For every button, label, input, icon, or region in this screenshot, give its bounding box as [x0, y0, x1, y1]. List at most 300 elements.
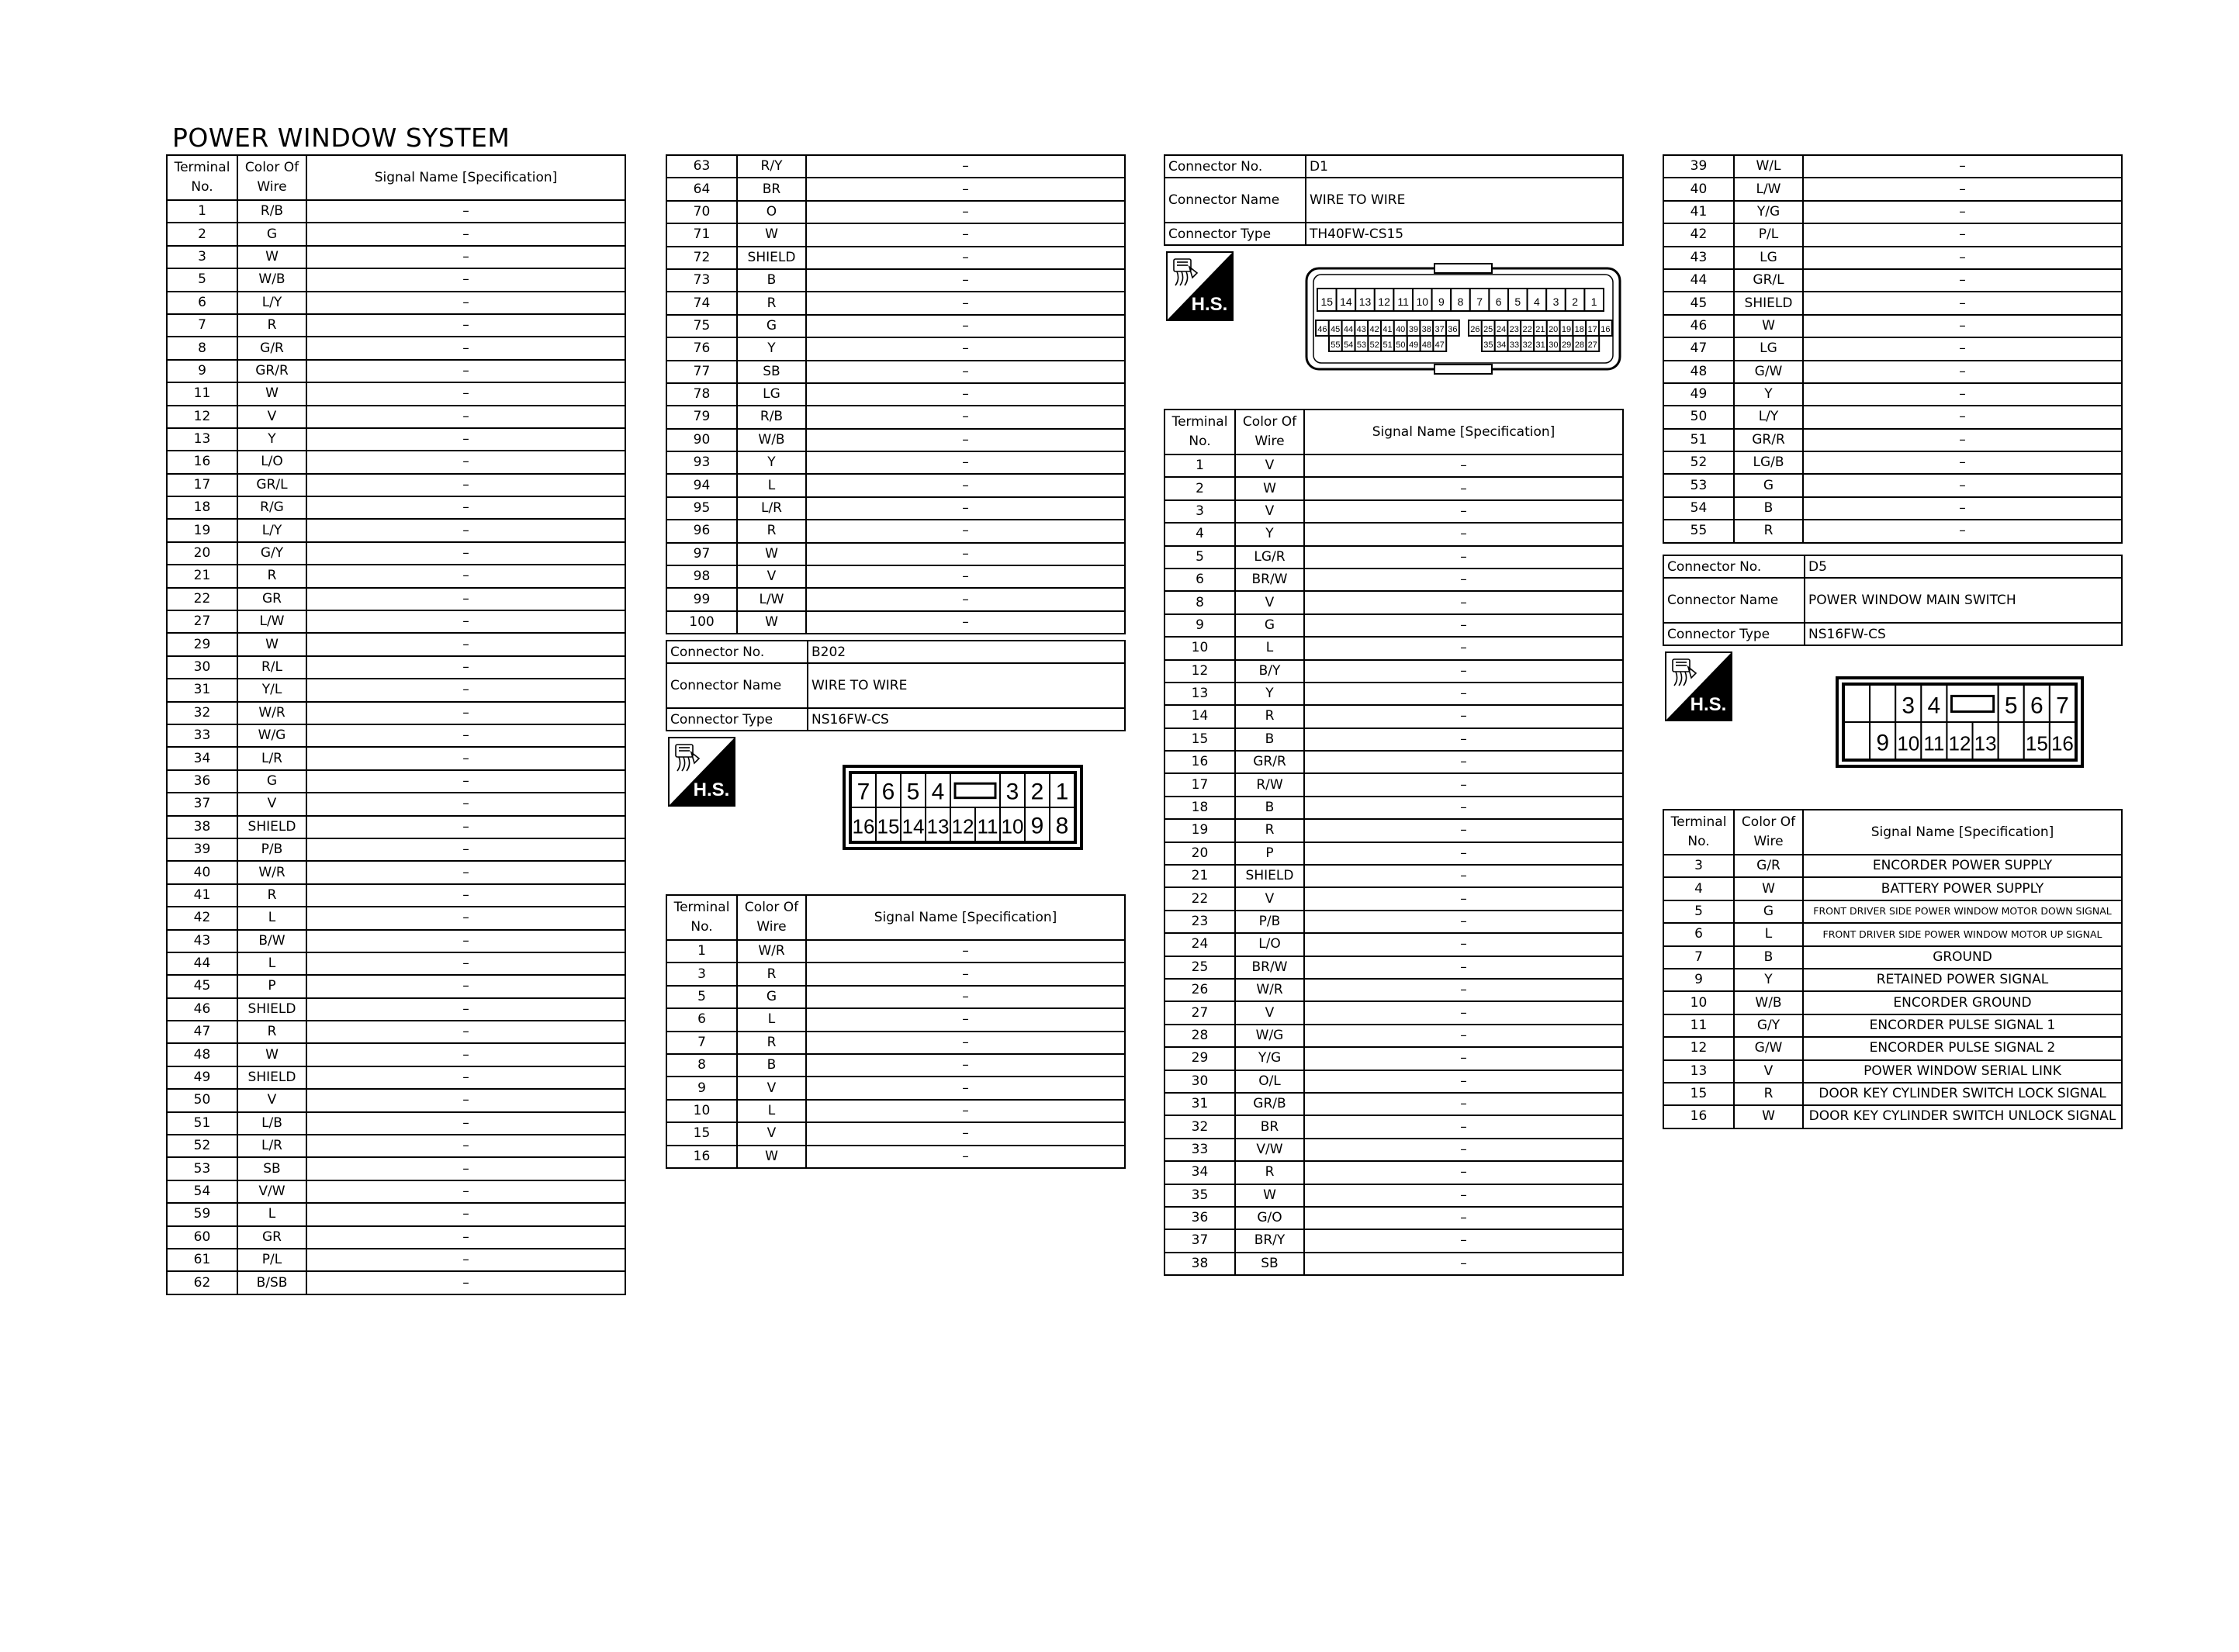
wire-color: LG: [737, 383, 806, 406]
wire-color: SHIELD: [1734, 292, 1803, 314]
signal-name: –: [1304, 660, 1623, 683]
terminal-number: 39: [1663, 155, 1734, 178]
table-row: [167, 519, 625, 541]
connector-pin: [1420, 320, 1433, 336]
connector-info-label: Connector Type: [1164, 223, 1306, 245]
connector-d1-info: [1164, 154, 1624, 246]
connector-pin: [1489, 289, 1508, 311]
connector-d5-info: [1663, 555, 2123, 646]
pin-number: 11: [1397, 295, 1409, 309]
table-header-row: [167, 155, 625, 200]
terminal-number: 24: [1164, 933, 1235, 956]
connector-pin: [1521, 320, 1534, 336]
table-row: [167, 975, 625, 997]
terminal-number: 38: [167, 816, 237, 838]
table-row: [167, 542, 625, 565]
pin-number: 47: [1434, 340, 1445, 351]
pin-number: 10: [1897, 731, 1920, 755]
signal-name: –: [1304, 1070, 1623, 1093]
connector-d5-terminal-table: [1663, 809, 2123, 1129]
signal-name: –: [1304, 523, 1623, 545]
wire-color: B: [1734, 946, 1803, 969]
signal-name: –: [806, 1077, 1125, 1099]
table-row: [1164, 887, 1623, 910]
table-row: [1663, 946, 2122, 969]
wire-color: GR: [237, 1226, 306, 1249]
table-row: [167, 337, 625, 359]
wire-color: LG: [1734, 247, 1803, 269]
table-row: [666, 497, 1125, 520]
wire-color: Y: [737, 451, 806, 474]
signal-name: –: [1304, 477, 1623, 499]
terminal-table-2: [666, 154, 1126, 634]
signal-name: –: [806, 1008, 1125, 1031]
table-row: [1164, 1207, 1623, 1229]
signal-name: –: [306, 451, 625, 473]
terminal-number: 75: [666, 315, 737, 337]
pin-number: 24: [1496, 325, 1507, 335]
wire-color: W/R: [1235, 979, 1304, 1001]
table-row: [167, 565, 625, 587]
signal-name: –: [1304, 751, 1623, 773]
wire-color: LG/B: [1734, 451, 1803, 474]
pin-number: 13: [1974, 731, 1997, 755]
connector-pin: [1368, 336, 1381, 351]
signal-name: –: [806, 201, 1125, 223]
table-row: [666, 1008, 1125, 1031]
terminal-number: 7: [167, 314, 237, 337]
table-row: [1663, 474, 2122, 496]
connector-pin: [1495, 320, 1508, 336]
signal-name: –: [306, 428, 625, 451]
terminal-number: 3: [666, 963, 737, 985]
terminal-number: 6: [1164, 569, 1235, 591]
table-row: [1663, 201, 2122, 223]
table-row: [1164, 1070, 1623, 1093]
pin-number: 31: [1535, 340, 1545, 351]
connector-pin: [1584, 289, 1604, 311]
table-row: [1663, 247, 2122, 269]
table-row: [1164, 1115, 1623, 1138]
pin-number: 5: [906, 779, 920, 805]
table-row: [1164, 523, 1623, 545]
terminal-number: 41: [167, 884, 237, 907]
pin-number: 7: [1476, 295, 1483, 309]
signal-name: –: [1304, 454, 1623, 477]
signal-name: –: [306, 702, 625, 724]
wire-color: L/W: [237, 610, 306, 633]
pin-number: 8: [1457, 295, 1464, 309]
wire-color: G: [237, 223, 306, 245]
connector-pin: [1573, 336, 1587, 351]
terminal-number: 7: [666, 1032, 737, 1054]
wire-color: P/L: [1734, 223, 1803, 246]
terminal-number: 19: [1164, 819, 1235, 842]
table-row: [1663, 497, 2122, 520]
signal-name: –: [1304, 1093, 1623, 1115]
pin-number: 19: [1561, 325, 1572, 335]
wire-color: L: [737, 1008, 806, 1031]
connector-pin: [1025, 773, 1050, 807]
terminal-number: 18: [167, 496, 237, 519]
signal-name: –: [1304, 569, 1623, 591]
wire-color: P/B: [237, 838, 306, 861]
table-row: [666, 1077, 1125, 1099]
signal-name: –: [1803, 451, 2122, 474]
table-row: [167, 1043, 625, 1066]
table-row: [666, 588, 1125, 610]
signal-name: –: [1803, 178, 2122, 200]
table-row: [1663, 1083, 2122, 1105]
wire-color: R: [237, 565, 306, 587]
terminal-number: 5: [1663, 900, 1734, 923]
wire-color: R: [1235, 819, 1304, 842]
terminal-number: 72: [666, 247, 737, 269]
terminal-number: 28: [1164, 1025, 1235, 1047]
signal-name: –: [306, 1021, 625, 1043]
wire-color: L: [237, 952, 306, 975]
wire-color: W: [1235, 1184, 1304, 1207]
wire-color: W/R: [737, 940, 806, 963]
connector-pin: [926, 773, 950, 807]
connector-pin: [1421, 336, 1434, 351]
table-row: [666, 201, 1125, 223]
table-row: [666, 429, 1125, 451]
table-row: [1663, 1060, 2122, 1083]
signal-name: –: [306, 952, 625, 975]
terminal-number: 97: [666, 543, 737, 565]
terminal-number: 9: [1164, 614, 1235, 637]
pin-number: 6: [1495, 295, 1502, 309]
connector-pin: [851, 773, 876, 807]
connector-d1-top-latch: [1434, 264, 1492, 273]
terminal-number: 63: [666, 155, 737, 178]
signal-name: –: [1304, 887, 1623, 910]
connector-pin: [1329, 336, 1342, 351]
signal-name: –: [1304, 637, 1623, 659]
connector-pin: [1451, 289, 1470, 311]
terminal-number: 43: [1663, 247, 1734, 269]
wire-color: B/Y: [1235, 660, 1304, 683]
hs-label: H.S.: [1690, 694, 1727, 715]
connector-pin: [876, 807, 901, 842]
signal-name: –: [306, 1180, 625, 1203]
terminal-number: 8: [167, 337, 237, 359]
header-wire-color: Color Of Wire: [1734, 810, 1803, 855]
terminal-number: 3: [167, 246, 237, 268]
signal-name: –: [306, 1066, 625, 1089]
signal-name: –: [306, 200, 625, 223]
terminal-number: 25: [1164, 956, 1235, 979]
wire-color: R: [1235, 1161, 1304, 1184]
terminal-number: 5: [666, 986, 737, 1008]
table-row: [1164, 1161, 1623, 1184]
terminal-number: 22: [1164, 887, 1235, 910]
terminal-number: 7: [1663, 946, 1734, 969]
pin-number: 21: [1535, 325, 1545, 335]
connector-pin: [1337, 289, 1356, 311]
wire-color: R: [237, 314, 306, 337]
table-row: [1164, 1001, 1623, 1024]
signal-name: –: [306, 633, 625, 655]
wire-color: SHIELD: [1235, 865, 1304, 887]
pin-number: 46: [1317, 325, 1327, 335]
connector-info-label: Connector No.: [666, 641, 808, 663]
signal-name: –: [306, 223, 625, 245]
connector-info-row: [1164, 155, 1623, 178]
connector-info-label: Connector No.: [1164, 155, 1306, 178]
terminal-number: 3: [1663, 855, 1734, 877]
connector-b202-diagram: [843, 765, 1083, 850]
table-row: [167, 223, 625, 245]
terminal-number: 22: [167, 588, 237, 610]
table-row: [167, 702, 625, 724]
connector-pin: [950, 807, 975, 842]
pin-number: 50: [1396, 340, 1406, 351]
signal-name: RETAINED POWER SIGNAL: [1803, 969, 2122, 991]
terminal-number: 11: [1663, 1014, 1734, 1037]
wire-color: V: [1235, 1001, 1304, 1024]
signal-name: –: [306, 1226, 625, 1249]
connector-info-row: [1663, 555, 2122, 578]
signal-name: –: [306, 656, 625, 679]
terminal-number: 59: [167, 1203, 237, 1225]
pin-number: 15: [877, 814, 900, 838]
signal-name: –: [306, 679, 625, 701]
harness-side-icon-b202: [668, 737, 735, 807]
terminal-number: 79: [666, 406, 737, 428]
wire-color: Y/G: [1734, 201, 1803, 223]
connector-pin: [1393, 289, 1413, 311]
signal-name: –: [1304, 911, 1623, 933]
wire-color: SB: [1235, 1253, 1304, 1275]
terminal-number: 54: [167, 1180, 237, 1203]
signal-name: –: [806, 940, 1125, 963]
signal-name: –: [1304, 1047, 1623, 1070]
wire-color: G: [237, 770, 306, 793]
signal-name: –: [806, 474, 1125, 496]
table-row: [167, 360, 625, 382]
pin-number: 41: [1383, 325, 1393, 335]
wire-color: P/L: [237, 1249, 306, 1271]
signal-name: –: [806, 1122, 1125, 1145]
pin-number: 9: [1876, 730, 1890, 756]
terminal-number: 21: [167, 565, 237, 587]
signal-name: –: [806, 155, 1125, 178]
wire-color: G: [737, 986, 806, 1008]
terminal-number: 16: [1663, 1105, 1734, 1128]
table-row: [1164, 728, 1623, 751]
signal-name: BATTERY POWER SUPPLY: [1803, 877, 2122, 900]
connector-pin: [1998, 685, 2024, 722]
table-row: [666, 1146, 1125, 1168]
wire-color: R: [237, 1021, 306, 1043]
header-terminal-no: Terminal No.: [167, 155, 237, 200]
terminal-number: 4: [1164, 523, 1235, 545]
terminal-number: 15: [1164, 728, 1235, 751]
signal-name: –: [806, 383, 1125, 406]
harness-side-icon-graphic: [668, 737, 735, 807]
header-wire-color: Color Of Wire: [237, 155, 306, 200]
wire-color: L: [1734, 923, 1803, 945]
pin-number: 18: [1574, 325, 1584, 335]
connector-pin: [1998, 722, 2024, 759]
header-terminal-no: Terminal No.: [666, 895, 737, 940]
terminal-number: 1: [167, 200, 237, 223]
table-row: [167, 406, 625, 428]
connector-pin: [1508, 289, 1528, 311]
table-row: [1663, 1014, 2122, 1037]
terminal-number: 40: [1663, 178, 1734, 200]
pin-number: 9: [1030, 813, 1044, 839]
wire-color: V: [1235, 887, 1304, 910]
connector-pin: [901, 807, 926, 842]
connector-pin: [1973, 722, 1998, 759]
signal-name: –: [1803, 337, 2122, 360]
wire-color: L/W: [1734, 178, 1803, 200]
signal-name: –: [306, 1043, 625, 1066]
wire-color: R/B: [237, 200, 306, 223]
wire-color: R: [1235, 705, 1304, 728]
signal-name: –: [306, 292, 625, 314]
signal-name: –: [306, 724, 625, 747]
signal-name: –: [1803, 269, 2122, 292]
terminal-number: 49: [167, 1066, 237, 1089]
table-row: [1164, 1025, 1623, 1047]
pin-number: 4: [1534, 295, 1540, 309]
signal-name: –: [806, 1032, 1125, 1054]
wire-color: W: [737, 611, 806, 634]
wire-color: G/Y: [237, 542, 306, 565]
wire-color: GR/R: [237, 360, 306, 382]
table-row: [167, 496, 625, 519]
signal-name: –: [1803, 520, 2122, 542]
table-row: [1164, 1139, 1623, 1161]
signal-name: –: [1304, 1115, 1623, 1138]
terminal-number: 47: [1663, 337, 1734, 360]
hs-label: H.S.: [1191, 294, 1228, 315]
wire-color: V: [1235, 591, 1304, 613]
connector-pin: [1547, 336, 1560, 351]
pin-number: 33: [1509, 340, 1520, 351]
connector-pin: [2024, 685, 2050, 722]
signal-name: GROUND: [1803, 946, 2122, 969]
signal-name: –: [306, 1157, 625, 1180]
table-row: [167, 679, 625, 701]
table-row: [167, 1066, 625, 1089]
table-row: [1663, 969, 2122, 991]
connector-pin: [1507, 320, 1521, 336]
terminal-number: 71: [666, 223, 737, 246]
table-row: [666, 247, 1125, 269]
connector-pin: [1844, 722, 1870, 759]
signal-name: ENCORDER POWER SUPPLY: [1803, 855, 2122, 877]
terminal-number: 94: [666, 474, 737, 496]
pin-number: 15: [1320, 295, 1334, 309]
terminal-number: 10: [1663, 991, 1734, 1014]
table-row: [1164, 660, 1623, 683]
signal-name: DOOR KEY CYLINDER SWITCH UNLOCK SIGNAL: [1803, 1105, 2122, 1128]
terminal-number: 73: [666, 269, 737, 292]
terminal-number: 53: [167, 1157, 237, 1180]
connector-pin: [1375, 289, 1394, 311]
connector-pin: [1528, 289, 1547, 311]
wire-color: GR/L: [237, 474, 306, 496]
terminal-number: 52: [167, 1135, 237, 1157]
connector-info-label: Connector Name: [1663, 578, 1805, 623]
signal-name: –: [1304, 1025, 1623, 1047]
terminal-number: 96: [666, 520, 737, 542]
table-row: [1164, 751, 1623, 773]
terminal-number: 6: [666, 1008, 737, 1031]
table-row: [167, 770, 625, 793]
wire-color: G/O: [1235, 1207, 1304, 1229]
connector-pin: [1870, 722, 1895, 759]
signal-name: –: [806, 337, 1125, 360]
signal-name: –: [1304, 1001, 1623, 1024]
connector-info-label: Connector Type: [1663, 623, 1805, 645]
table-row: [1164, 933, 1623, 956]
table-row: [167, 838, 625, 861]
connector-pin: [1599, 320, 1612, 336]
signal-name: –: [306, 1203, 625, 1225]
wire-color: V: [237, 406, 306, 428]
table-row: [167, 1157, 625, 1180]
connector-pin: [851, 807, 876, 842]
connector-pin: [1895, 685, 1921, 722]
signal-name: –: [306, 930, 625, 952]
table-row: [666, 1054, 1125, 1077]
table-row: [1164, 591, 1623, 613]
table-row: [1164, 819, 1623, 842]
pin-number: 12: [951, 814, 974, 838]
pin-number: 44: [1343, 325, 1354, 335]
wire-color: R: [737, 292, 806, 314]
terminal-number: 33: [167, 724, 237, 747]
table-row: [666, 940, 1125, 963]
table-row: [666, 1100, 1125, 1122]
signal-name: –: [806, 611, 1125, 634]
wire-color: GR: [237, 588, 306, 610]
wire-color: G/R: [237, 337, 306, 359]
terminal-number: 33: [1164, 1139, 1235, 1161]
connector-pin: [1355, 320, 1368, 336]
table-row: [1663, 1037, 2122, 1059]
signal-name: –: [306, 314, 625, 337]
table-row: [1663, 178, 2122, 200]
connector-pin: [1407, 320, 1421, 336]
connector-pin: [1355, 336, 1369, 351]
connector-info-value: NS16FW-CS: [1805, 623, 2122, 645]
pin-number: 2: [1572, 295, 1578, 309]
signal-name: –: [1304, 1207, 1623, 1229]
wire-color: G/W: [1734, 1037, 1803, 1059]
wire-color: P/B: [1235, 911, 1304, 933]
pin-number: 23: [1509, 325, 1519, 335]
wire-color: B: [1235, 797, 1304, 819]
signal-name: –: [1304, 1184, 1623, 1207]
pin-number: 49: [1409, 340, 1419, 351]
wire-color: B: [1235, 728, 1304, 751]
table-row: [1164, 1093, 1623, 1115]
connector-b202-pin-svg: [843, 765, 1083, 850]
table-row: [1164, 500, 1623, 523]
terminal-number: 90: [666, 429, 737, 451]
table-row: [666, 155, 1125, 178]
terminal-number: 27: [1164, 1001, 1235, 1024]
pin-number: 36: [1448, 325, 1458, 335]
signal-name: –: [806, 588, 1125, 610]
